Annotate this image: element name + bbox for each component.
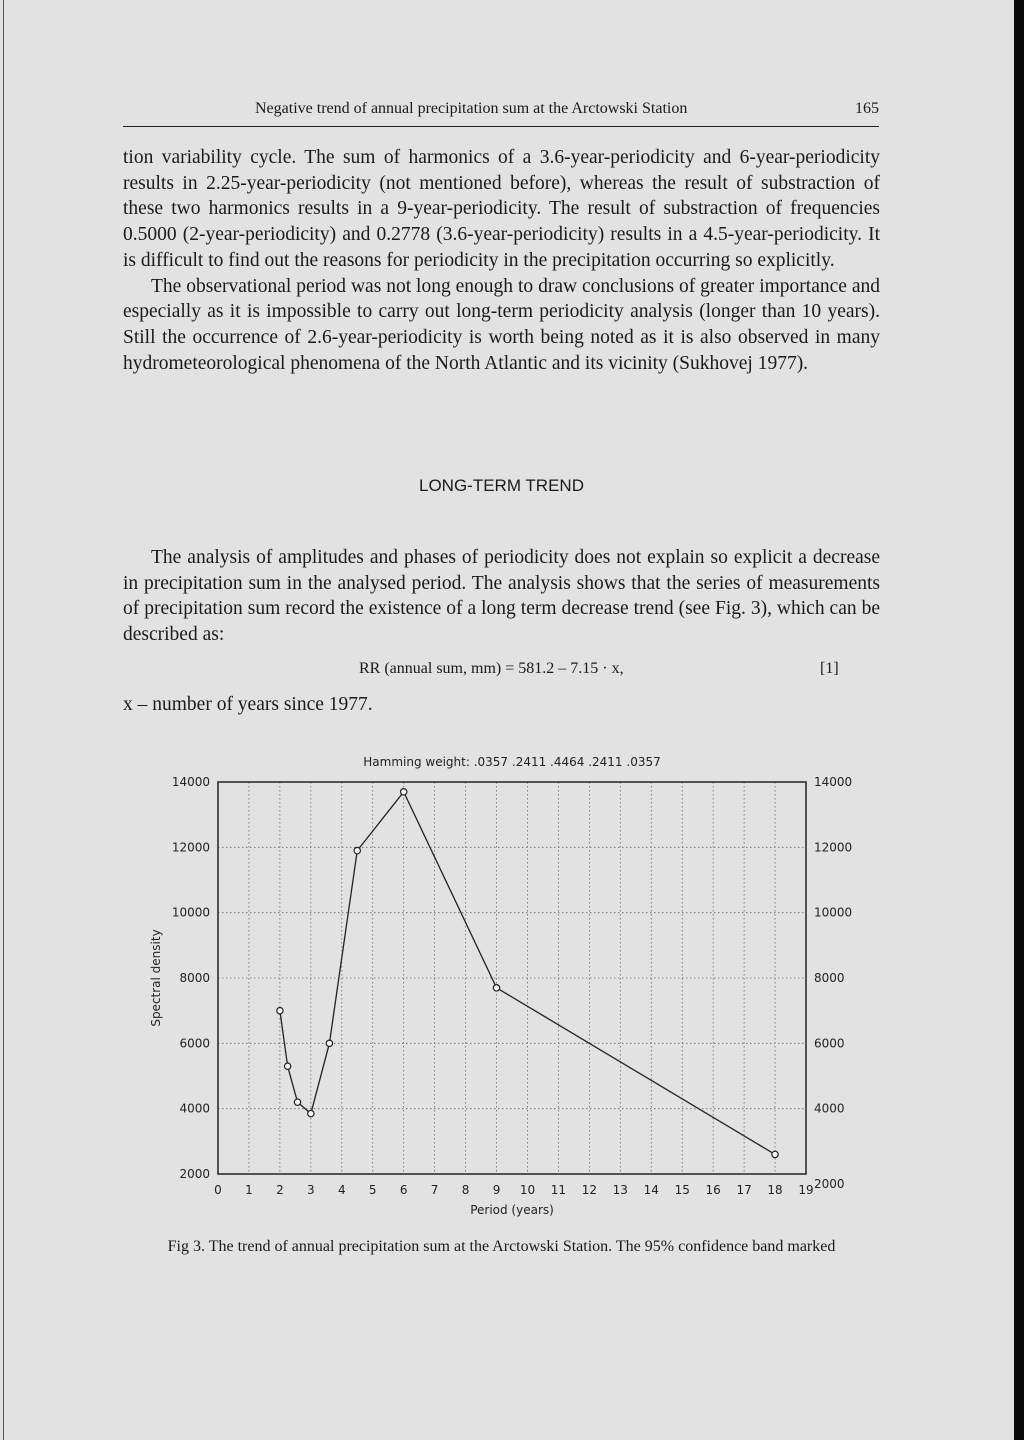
x-tick-label: 14 [643, 1183, 659, 1197]
x-tick-labels [214, 1183, 813, 1197]
data-point [354, 847, 360, 853]
y-tick-label-right: 8000 [814, 971, 845, 985]
body-text-top [123, 145, 880, 376]
x-tick-label: 5 [368, 1183, 377, 1197]
x-tick-label: 17 [736, 1183, 752, 1197]
x-tick-label: 0 [214, 1183, 222, 1197]
y-tick-label-right: 6000 [814, 1036, 845, 1051]
paragraph-3: The analysis of amplitudes and phases of periodicity does not explain so explicit a decrease in precipitation sum in the analysed period. The analysis shows that the series of measurements of precipitation sum record the existence of a long term decrease trend (see Fig. 3), which can be described as: [123, 547, 880, 646]
data-point [277, 1007, 283, 1013]
running-header [123, 100, 879, 127]
paragraph-1: tion variability cycle. The sum of harmonics of a 3.6-year-periodicity and 6-year-periodicity results in 2.25-year-periodicity (not mentioned before), whereas the result of substraction of these two harmonics results in a 9-year-periodicity. The result of substraction of frequencies 0.5000 (2-year-periodicity) and 0.2778 (3.6-year-periodicity) results in a 4.5-year-periodicity. It is difficult to find out the reasons for periodicity in the precipitation occurring so explicitly. [123, 147, 880, 271]
x-tick-label: 7 [430, 1183, 439, 1197]
data-point [326, 1040, 332, 1046]
body-text-middle [123, 545, 880, 648]
y-tick-label-left: 2000 [179, 1167, 210, 1181]
y-tick-label-left: 8000 [179, 971, 210, 985]
x-tick-label: 18 [767, 1183, 783, 1197]
y-tick-label-left: 10000 [171, 905, 210, 920]
section-heading: LONG-TERM TREND [419, 476, 584, 495]
y-tick-label-right: 2000 [814, 1177, 845, 1191]
data-point [294, 1099, 300, 1105]
spectral-density-chart [0, 740, 1024, 1230]
data-point [493, 985, 499, 991]
data-point [400, 789, 406, 795]
y-tick-label-right: 4000 [814, 1101, 845, 1116]
x-tick-label: 19 [798, 1183, 814, 1197]
data-point [284, 1063, 290, 1069]
x-tick-label: 10 [519, 1183, 536, 1197]
page-number: 165 [855, 100, 879, 117]
y-tick-label-right: 14000 [814, 775, 853, 789]
chart-title: Hamming weight: .0357 .2411 .4464 .2411 .0357 [363, 755, 661, 769]
y-tick-labels-left [172, 775, 210, 1181]
y-tick-label-left: 6000 [179, 1036, 210, 1051]
equation-number: [1] [820, 660, 839, 677]
chart-grid [218, 782, 806, 1174]
x-tick-label: 13 [612, 1183, 628, 1197]
data-point [308, 1110, 314, 1116]
y-axis-label: Spectral density [149, 929, 163, 1027]
x-tick-label: 11 [550, 1183, 567, 1197]
x-tick-label: 1 [245, 1183, 253, 1197]
data-point [772, 1151, 778, 1157]
x-tick-label: 6 [399, 1183, 408, 1197]
x-tick-label: 9 [492, 1183, 501, 1197]
y-tick-label-left: 12000 [171, 840, 210, 855]
x-tick-label: 3 [307, 1183, 315, 1197]
equation: RR (annual sum, mm) = 581.2 – 7.15 · x, [359, 660, 624, 677]
y-tick-label-left: 14000 [171, 775, 210, 789]
x-tick-label: 15 [674, 1183, 690, 1197]
y-tick-label-right: 12000 [814, 840, 853, 855]
running-title: Negative trend of annual precipitation sum at the Arctowski Station [255, 100, 688, 117]
x-tick-label: 8 [461, 1183, 470, 1197]
x-tick-label: 2 [276, 1183, 284, 1197]
x-definition: x – number of years since 1977. [123, 694, 373, 715]
y-tick-label-right: 10000 [814, 905, 853, 920]
paragraph-2: The observational period was not long enough to draw conclusions of greater importance and especially as it is impossible to carry out long-term periodicity analysis (longer than 10 years). Still the occurrence of 2.6-year-periodicity is worth being noted as it is also observed in many hydrometeorological phenomena of the North Atlantic and its vicinity (Sukhovej 1977). [123, 275, 880, 374]
y-tick-label-left: 4000 [179, 1101, 210, 1116]
x-tick-label: 16 [705, 1183, 721, 1197]
x-tick-label: 4 [337, 1183, 346, 1197]
y-tick-labels-right [814, 775, 852, 1191]
figure-caption: Fig 3. The trend of annual precipitation sum at the Arctowski Station. The 95% confidence band marked [167, 1238, 836, 1255]
x-tick-label: 12 [581, 1183, 598, 1197]
x-axis-label: Period (years) [470, 1203, 554, 1217]
